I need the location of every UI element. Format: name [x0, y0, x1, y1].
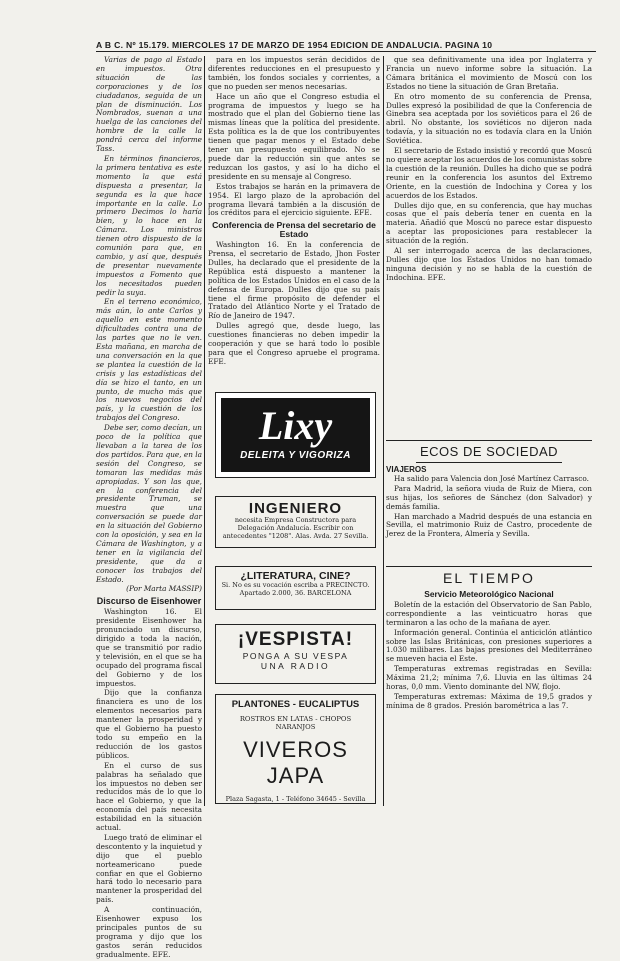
ad-viveros-title: VIVEROS JAPA — [243, 737, 348, 788]
weather-paragraph: Temperaturas extremas registradas en Sevilla: Máxima 21,2; mínima 7,6. Lluvia en las últimas 24 horas, 0,0 mm. Viento dominante del NW, flojo. — [386, 664, 592, 692]
article-paragraph: En otro momento de su conferencia de Prensa, Dulles expresó la posibilidad de que la Conferencia de Ginebra sea aceptada por los soviéticos para el 26 de abril. No obstante, los soviéticos no dijeron nada todavía, y la situación no es todavía clara en la Unión Soviética. — [386, 91, 592, 146]
tiempo-title: EL TIEMPO — [443, 570, 535, 586]
servicio-title: Servicio Meteorológico Nacional — [424, 590, 554, 599]
ad-lixy-brand: Lixy — [258, 403, 333, 448]
column-1 — [96, 56, 202, 961]
article-paragraph: El secretario de Estado insistió y recordó que Moscú no quiere aceptar los acuerdos de los comunistas sobre la cuestión de la reunión. Dulles ha dicho que se podrá reunir en la conferencia los asuntos del Extremo Oriente, en la cuestión de Indochina y Corea y los acuerdos de los Estados. — [386, 146, 592, 200]
article-paragraph: En términos financieros, la primera tentativa es este momento la que está dispuesta a presentar, la segunda es la que hace importante en la calle. Lo primero Decimos lo haría bien, y lo hace en la Cámara. Los ministros tienen otro dispuesto de la comunión para que, en cambio, y así que, después de presentar nuevamente impuestos a Fomento que los necesitados pueden pedir la suya. — [96, 153, 202, 297]
weather-paragraph: Temperaturas extremas: Máxima de 19,5 grados y mínima de 8 grados. Presión barométrica a las 7. — [386, 691, 592, 710]
viajeros-title: VIAJEROS — [386, 465, 427, 474]
headline-dulles: Conferencia de Prensa del secretario de Estado — [212, 220, 376, 240]
ad-literatura-text: Si. No es su vocación escriba a PRECINCTO. Apartado 2.000, 36. BARCELONA — [221, 581, 370, 597]
article-paragraph: Hace un año que el Congreso estudia el programa de impuestos y luego se ha mostrado que el plan del Gobierno tiene las mismas líneas que la política del presidente. Esta política es la de que los contribuyentes tienen que pagar menos y el Estado debe tener un presupuesto equilibrado. No se puede dar la reducción sin que antes se reduzcan los gastos, y así lo ha dicho el presidente en su mensaje al Congreso. — [208, 91, 380, 181]
column-3 — [386, 56, 592, 432]
article-paragraph: Al ser interrogado acerca de las declaraciones, Dulles dijo que los Estados Unidos no han tomado ninguna decisión y no se habla de la cuestión de Indochina. EFE. — [386, 246, 592, 282]
ad-viveros-top: PLANTONES - EUCALIPTUS — [231, 699, 360, 710]
tiempo-section — [386, 590, 592, 802]
ad-vespista — [215, 624, 376, 684]
article-paragraph: que sea definitivamente una idea por Inglaterra y Francia un nuevo informe sobre la situación. La Cámara británica el movimiento de Moscú con los Estados no tiene la situación de Gran Bretaña. — [386, 56, 592, 91]
article-paragraph: para en los impuestos serán decididos de diferentes reducciones en el presupuesto y también, los fondos sociales y corrientes, a que no pueden ser menos necesarias. — [208, 56, 380, 91]
page-header: A B C. Nº 15.179. MIERCOLES 17 DE MARZO DE 1954 EDICION DE ANDALUCIA. PAGINA 10 — [96, 40, 493, 50]
column-2 — [208, 56, 380, 390]
article-paragraph: A continuación, Eisenhower expuso los principales puntos de su programa y dijo que los gastos serán reducidos gradualmente. EFE. — [96, 905, 202, 959]
article-paragraph: Dulles dijo que, en su conferencia, que hay muchas cosas que el país debería tener en cuenta en la materia. Añadió que Moscú no parece estar dispuesto a aceptar las proposiciones para restablecer la situación de la región. — [386, 200, 592, 246]
header-rule — [96, 51, 596, 52]
ad-lixy — [215, 392, 376, 478]
ad-viveros — [215, 694, 376, 804]
ad-literatura — [215, 566, 376, 610]
article-paragraph: Dijo que la confianza financiera es uno de los elementos necesarios para mantener la prosperidad y que el Gobierno ha puesto todo su empeño en la reducción de los gastos públicos. — [96, 688, 202, 760]
ad-lixy-slogan: DELEITA Y VIGORIZA — [240, 450, 351, 461]
weather-paragraph: Boletín de la estación del Observatorio de San Pablo, correspondiente a las veinticuatro horas que terminaron a las ocho de la mañana de ayer. — [386, 599, 592, 627]
section-rule — [386, 566, 592, 567]
social-note: Han marchado a Madrid después de una estancia en Sevilla, el matrimonio Ruiz de Castro, procedente de Jerez de la Frontera, Almería y Sevilla. — [386, 511, 592, 539]
ad-vespista-title: ¡VESPISTA! — [237, 629, 354, 650]
section-rule — [386, 440, 592, 441]
section-rule — [416, 462, 562, 463]
ecos-title: ECOS DE SOCIEDAD — [419, 444, 559, 459]
headline-eisenhower: Discurso de Eisenhower — [96, 596, 202, 607]
ad-ingeniero-title: INGENIERO — [248, 500, 343, 517]
ad-viveros-sub: ROSTROS EN LATAS - CHOPOS NARANJOS — [239, 715, 352, 731]
article-paragraph: En el curso de sus palabras ha señalado que los impuestos no deben ser reducidos más de lo que lo hace el Gobierno, y que la economía del país necesita estabilidad en la situación actual. — [96, 760, 202, 833]
viajeros-section — [386, 466, 592, 540]
article-paragraph: Estos trabajos se harán en la primavera de 1954. El largo plazo de la aprobación del programa llevará también a la discusión de los créditos para el ejercicio siguiente. EFE. — [208, 181, 380, 218]
social-note: Ha salido para Valencia don José Martínez Carrasco. — [394, 473, 589, 483]
ad-literatura-title: ¿LITERATURA, CINE? — [240, 570, 351, 582]
article-paragraph: Dulles agregó que, desde luego, las cuestiones financieras no deben impedir la cooperación y que se hará todo lo posible para que el Congreso apruebe el programa. EFE. — [208, 321, 380, 366]
ad-ingeniero — [215, 496, 376, 548]
article-paragraph: En el terreno económico, más aún, lo ante Carlos y aquello en este momento dificultades contra una de las partes que no le ven. Esta mañana, en marcha de una conversación en la que se plantea la cuestión de la crisis y las estadísticas del día se hizo el tanto, en un punto, de mucho más que los nuevos negocios del país, y la cuestión de los trabajos del Congreso. — [96, 297, 202, 423]
ad-vespista-line2: UNA RADIO — [260, 661, 331, 671]
ad-viveros-address: Plaza Sagasta, 1 - Teléfono 34645 - Sevilla — [225, 795, 366, 803]
weather-paragraph: Información general. Continúa el anticiclón atlántico sobre las Islas Británicas, con presiones superiores a 1.030 milibares. Las bajas presiones del Mediterráneo se mueven hacia el Este. — [386, 627, 592, 664]
column-divider — [204, 56, 205, 806]
byline: (Por Marta MASSIP) — [126, 584, 202, 594]
ad-vespista-line1: PONGA A SU VESPA — [242, 651, 349, 661]
article-paragraph: Debe ser, como decían, un poco de la política que llevaban a la tarea de los dos partidos. Para que, en la sesión del Congreso, se tomaran las medidas más apropiadas. Y son las que, en la conferencia del presidente Truman, se muestra que una conversación se puede dar en la situación del Gobierno con la oposición, y sea en la Cámara de Washington, y a tener en la vigilancia del presidente, que da a conocer los trabajos del Estado. — [96, 423, 202, 584]
article-paragraph: Washington 16. El presidente Eisenhower ha pronunciado un discurso, dirigido a toda la nación, que se transmitió por radio y televisión, en el que se ha ocupado del programa fiscal del Gobierno y de los impuestos. — [96, 607, 202, 688]
article-paragraph: Luego trató de eliminar el descontento y la inquietud y dijo que el pueblo norteamericano puede confiar en que el Gobierno hará todo lo necesario para mantener la prosperidad del país. — [96, 832, 202, 905]
social-note: Para Madrid, la señora viuda de Ruiz de Miera, con sus hijas, los señores de Sánchez (don Salvador) y demás familia. — [386, 483, 592, 511]
column-divider — [383, 56, 384, 806]
ad-ingeniero-text: necesita Empresa Constructora para Delegación Andalucía. Escribir con antecedentes "1208". Alas. Avda. 27 Sevilla. — [222, 516, 369, 540]
article-paragraph: Varias de pago al Estado en impuestos. Otra situación de las corporaciones y de los ciudadanos, seguida de un plan de disminución. Los Nombrados, suenan a una huelga de las canciones del hombre de la calle la pondrá cerca del informe Tass. — [96, 55, 202, 154]
article-paragraph: Washington 16. En la conferencia de Prensa, el secretario de Estado, Jhon Foster Dulles, ha declarado que el presidente de la República está dispuesto a mantener la política de los Estados Unidos en el caso de la defensa de Europa. Dulles dijo que su país tiene el firme propósito de defender el Tratado del Atlántico Norte y el Tratado de Río de Janeiro de 1947. — [208, 240, 380, 321]
ad-lixy-panel — [221, 398, 370, 472]
